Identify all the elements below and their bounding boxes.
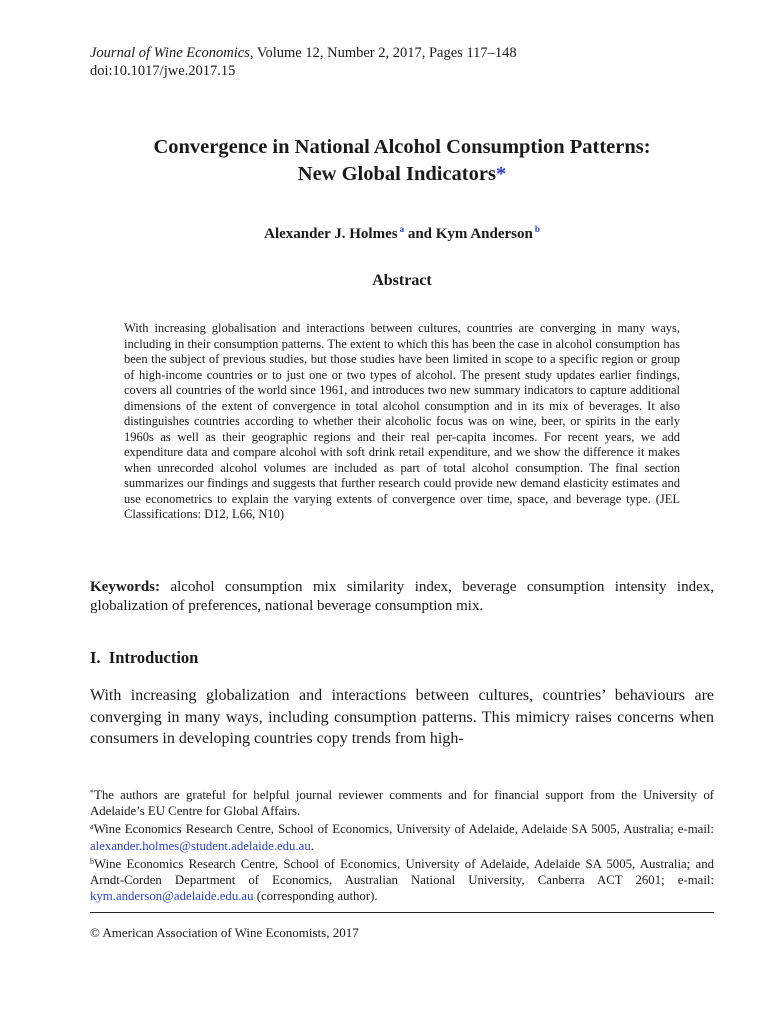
footnote-b-text: Wine Economics Research Centre, School of Economics, University of Adelaide, Adelaide SA 5005, Australia; and Arndt-Corden Department of Economics, Australian National University, Canberra ACT 2601; e-mail: xyxy=(90,856,714,888)
footnote-star xyxy=(90,785,714,819)
article-title xyxy=(90,134,714,188)
footnote-a xyxy=(90,819,714,853)
footnote-b-mark: b xyxy=(90,856,94,866)
copyright-notice: © American Association of Wine Economists, 2017 xyxy=(90,925,359,940)
footnote-a-mark: a xyxy=(90,822,94,832)
author-conjunction: and xyxy=(404,226,436,242)
author-anderson: Kym Anderson xyxy=(435,226,533,242)
abstract-text: With increasing globalisation and interactions between cultures, countries are converging in many ways, including in their consumption patterns. The extent to which this has been the case in alcohol consumption has been the subject of previous studies, but those studies have been limited in scope to a specific region or group of high-income countries or to just one or two types of alcohol. The present study updates earlier findings, covers all countries of the world since 1961, and introduces two new summary indicators to capture additional dimensions of the extent of convergence in total alcohol consumption and in its mix of beverages. It also distinguishes countries according to whether their alcoholic focus was on wine, beer, or spirits in the early 1960s as well as their geographic regions and their real per-capita incomes. For recent years, we add expenditure data and compare alcohol with soft drink retail expenditure, and we show the difference it makes when unrecorded alcohol volumes are included as part of total alcohol consumption. The final section summarizes our findings and suggests that further research could provide new demand elasticity estimates and use econometrics to explain the varying extents of convergence over time, space, and beverage type. (JEL Classifications: D12, L66, N10) xyxy=(124,321,680,521)
email-link-anderson[interactable]: kym.anderson@adelaide.edu.au xyxy=(90,889,254,904)
title-line-1: Convergence in National Alcohol Consumption Patterns: xyxy=(153,136,651,158)
author-holmes: Alexander J. Holmes xyxy=(264,226,398,242)
doi[interactable]: doi:10.1017/jwe.2017.15 xyxy=(90,63,236,79)
footnote-star-mark: * xyxy=(90,788,94,797)
footnote-a-text: Wine Economics Research Centre, School of Economics, University of Adelaide, Adelaide SA 5005, Australia; e-mail: xyxy=(93,822,714,837)
footnote-star-text: The authors are grateful for helpful journal reviewer comments and for financial support from the University of Adelaide’s EU Centre for Global Affairs. xyxy=(90,788,714,819)
keywords-text: alcohol consumption mix similarity index, beverage consumption intensity index, globalization of preferences, national beverage consumption mix. xyxy=(90,579,714,614)
journal-name: Journal of Wine Economics xyxy=(90,45,250,61)
author-holmes-affiliation-mark[interactable]: a xyxy=(399,224,405,234)
footnote-b xyxy=(90,854,714,905)
section-heading-introduction: I. Introduction xyxy=(90,648,199,667)
keywords-label: Keywords: xyxy=(90,579,160,595)
title-footnote-mark[interactable]: * xyxy=(495,163,507,185)
author-anderson-affiliation-mark[interactable]: b xyxy=(534,224,540,234)
title-line-2-text: New Global Indicators xyxy=(297,163,496,185)
keywords xyxy=(90,578,714,616)
journal-citation xyxy=(90,44,517,62)
journal-volume-pages: , Volume 12, Number 2, 2017, Pages 117–148 xyxy=(249,45,517,61)
footer-divider xyxy=(90,912,714,913)
footnotes xyxy=(90,785,714,904)
introduction-paragraph: With increasing globalization and interactions between cultures, countries’ behaviours are converging in many ways, including consumption patterns. This mimicry raises concerns when consumers in developing countries copy trends from high- xyxy=(90,687,714,747)
footnote-b-end: (corresponding author). xyxy=(253,889,378,904)
author-list xyxy=(90,219,714,244)
email-link-holmes[interactable]: alexander.holmes@student.adelaide.edu.au xyxy=(90,838,311,853)
abstract-heading: Abstract xyxy=(372,272,432,289)
footnote-a-end: . xyxy=(310,838,314,853)
title-line-2 xyxy=(90,161,714,188)
